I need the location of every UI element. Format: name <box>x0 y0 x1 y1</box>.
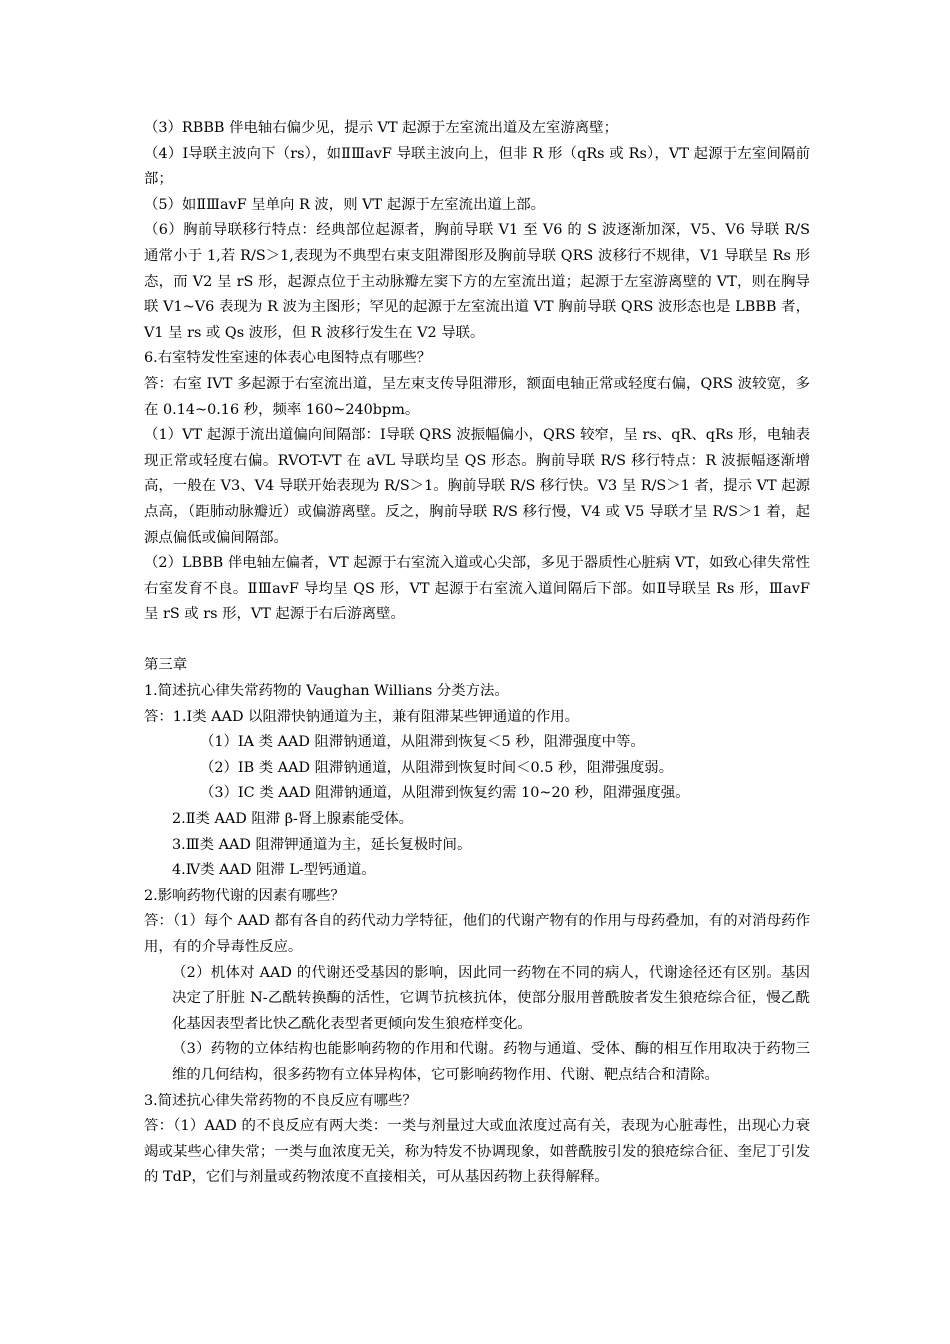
question-6: 6.右室特发性室速的体表心电图特点有哪些？ <box>144 350 432 367</box>
blank-line <box>144 628 810 654</box>
chapter3-question-2: 2.影响药物代谢的因素有哪些？ <box>144 887 345 904</box>
paragraph-rbbb-right-axis: （3）RBBB 伴电轴右偏少见，提示 VT 起源于左室流出道及左室游离壁； <box>144 120 618 136</box>
chapter3-answer-2-point-3: （3）药物的立体结构也能影响药物的作用和代谢。药物与通道、受体、酶的相互作用取决于药物三维的几何结构，很多药物有立体异构体，它可影响药物作用、代谢、靶点结合和清除。 <box>172 1041 810 1083</box>
paragraph-monophasic-r: （5）如ⅡⅢavF 呈单向 R 波，则 VT 起源于左室流出道上部。 <box>144 196 546 213</box>
class-ia-item: （1）ⅠA 类 AAD 阻滞钠通道，从阻滞到恢复＜5 秒，阻滞强度中等。 <box>200 734 645 751</box>
paragraph-precordial-transition: （6）胸前导联移行特点：经典部位起源者，胸前导联 V1 至 V6 的 S 波逐渐加深，V5、V6 导联 R/S 通常小于 1,若 R/S＞1,表现为不典型右束支阻滞图形及胸前导联 QRS 波移行不规律，V1 导联呈 Rs 形态，而 V2 呈 rS 形，起源点位于主动脉瓣左窦下方的左室流出道；起源于左室游离壁的 VT，则在胸导联 V1~V6 表现为 R 波为主图形；罕见的起源于左室流出道 VT 胸前导联 QRS 波形态也是 LBBB 者，V1 呈 rs 或 Qs 波形，但 R 波移行发生在 V2 导联。 <box>144 222 810 341</box>
class-ic-item: （3）ⅠC 类 AAD 阻滞钠通道，从阻滞到恢复约需 10~20 秒，阻滞强度强。 <box>200 785 690 802</box>
chapter3-answer-2-point-2: （2）机体对 AAD 的代谢还受基因的影响，因此同一药物在不同的病人，代谢途径还有区别。基因决定了肝脏 N-乙酰转换酶的活性，它调节抗核抗体，使部分服用普酰胺者发生狼疮综合征，慢乙酰化基因表型者比快乙酰化表型者更倾向发生狼疮样变化。 <box>172 964 810 1032</box>
document-page <box>144 116 810 1191</box>
class-ib-item: （2）ⅠB 类 AAD 阻滞钠通道，从阻滞到恢复时间＜0.5 秒，阻滞强度弱。 <box>200 759 674 776</box>
chapter-title: 第三章 <box>144 657 188 674</box>
answer-6: 答：右室 IVT 多起源于右室流出道，呈左束支传导阻滞形，额面电轴正常或轻度右偏，QRS 波较宽，多在 0.14~0.16 秒，频率 160~240bpm。 <box>144 375 810 418</box>
class-ii-item: 2.Ⅱ类 AAD 阻滞 β-肾上腺素能受体。 <box>172 811 414 828</box>
chapter3-answer-2-point-1: 答：（1）每个 AAD 都有各自的药代动力学特征，他们的代谢产物有的作用与母药叠加，有的对消母药作用，有的介导毒性反应。 <box>144 913 810 955</box>
answer-6-point-2: （2）LBBB 伴电轴左偏者，VT 起源于右室流入道或心尖部，多见于器质性心脏病 VT，如致心律失常性右室发育不良。ⅡⅢavF 导均呈 QS 形，VT 起源于右室流入道间隔后下部。如Ⅱ导联呈 Rs 形，ⅢavF 呈 rS 或 rs 形，VT 起源于右后游离壁。 <box>144 555 810 623</box>
answer-6-point-1: （1）VT 起源于流出道偏向间隔部：Ⅰ导联 QRS 波振幅偏小，QRS 较窄，呈 rs、qR、qRs 形，电轴表现正常或轻度右偏。RVOT-VT 在 aVL 导联均呈 QS 形态。胸前导联 R/S 移行特点：R 波振幅逐渐增高，一般在 V3、V4 导联开始表现为 R/S＞1。胸前导联 R/S 移行快。V3 呈 R/S＞1 者，提示 VT 起源点高，（距肺动脉瓣近）或偏游离壁。反之，胸前导联 R/S 移行慢，V4 或 V5 导联才呈 R/S＞1 着，起源点偏低或偏间隔部。 <box>144 427 810 546</box>
chapter3-question-3: 3.简述抗心律失常药物的不良反应有哪些？ <box>144 1092 417 1109</box>
class-iii-item: 3.Ⅲ类 AAD 阻滞钾通道为主，延长复极时间。 <box>172 836 472 853</box>
chapter3-question-1: 1.简述抗心律失常药物的 Vaughan Willians 分类方法。 <box>144 683 509 700</box>
chapter3-answer-3-point-1: 答：（1）AAD 的不良反应有两大类：一类与剂量过大或血浓度过高有关，表现为心脏毒性，出现心力衰竭或某些心律失常；一类与血浓度无关，称为特发不协调现象，如普酰胺引发的狼疮综合征、奎尼丁引发的 TdP，它们与剂量或药物浓度不直接相关，可从基因药物上获得解释。 <box>144 1118 810 1186</box>
chapter3-answer-1: 答：1.Ⅰ类 AAD 以阻滞快钠通道为主，兼有阻滞某些钾通道的作用。 <box>144 708 580 725</box>
paragraph-lead1-negative: （4）Ⅰ导联主波向下（rs），如ⅡⅢavF 导联主波向上，但非 R 形（qRs 或 Rs），VT 起源于左室间隔前部； <box>144 145 810 188</box>
class-iv-item: 4.Ⅳ类 AAD 阻滞 L-型钙通道。 <box>172 862 376 879</box>
